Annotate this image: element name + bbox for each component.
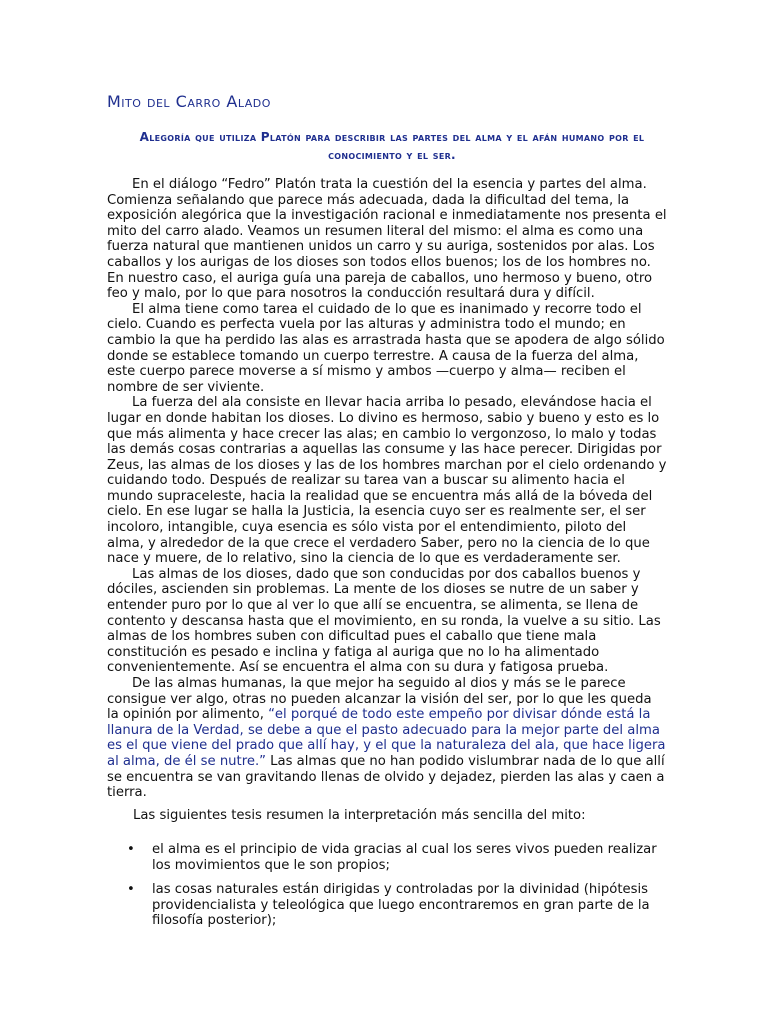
page-title: Mito del Carro Alado (107, 92, 271, 111)
page-subtitle: Alegoría que utiliza Platón para describir las partes del alma y el afán humano por el conocimiento y el ser. (139, 130, 645, 162)
list-item-text: las cosas naturales están dirigidas y controladas por la divinidad (hipótesis providencialista y teleológica que luego encontraremos en gran parte de la filosofía posterior); (152, 882, 650, 929)
bullet-icon: • (127, 882, 135, 898)
list-item-text: el alma es el principio de vida gracias al cual los seres vivos pueden realizar los movimientos que le son propios; (152, 842, 657, 873)
paragraph: El alma tiene como tarea el cuidado de lo que es inanimado y recorre todo el cielo. Cuando es perfecta vuela por las alturas y administra todo el mundo; en cambio la que ha perdido las alas es arrastrada hasta que se apodera de algo sólido donde se establece tomando un cuerpo terrestre. A causa de la fuerza del alma, este cuerpo parece moverse a sí mismo y ambos —cuerpo y alma— reciben el nombre de ser viviente. (107, 301, 665, 395)
paragraph: Las almas de los dioses, dado que son conducidas por dos caballos buenos y dóciles, ascienden sin problemas. La mente de los dioses se nutre de un saber y entender puro por lo que al ver lo que allí se encuentra, se alimenta, se llena de contento y descansa hasta que el movimiento, en su ronda, la vuelve a su sitio. Las almas de los hombres suben con dificultad pues el caballo que tiene mala constitución es pesado e inclina y fatiga al auriga que no lo ha alimentado convenientemente. Así se encuentra el alma con su dura y fatigosa prueba. (107, 566, 661, 676)
thesis-intro: Las siguientes tesis resumen la interpretación más sencilla del mito: (133, 808, 586, 823)
quotation: “el porqué de todo este empeño por divisar dónde está la llanura de la Verdad, se debe a que el pasto adecuado para la mejor parte del alma es el que viene del prado que allí hay, y el que la naturaleza del ala, que hace ligera al alma, de él se nutre.” (107, 707, 666, 769)
body-text (107, 177, 667, 801)
thesis-list (107, 842, 667, 938)
paragraph: La fuerza del ala consiste en llevar hacia arriba lo pesado, elevándose hacia el lugar en donde habitan los dioses. Lo divino es hermoso, sabio y bueno y esto es lo que más alimenta y hace crecer las alas; en cambio lo vergonzoso, lo malo y todas las demás cosas contrarias a aquellas las consume y las hace perecer. Dirigidas por Zeus, las almas de los dioses y las de los hombres marchan por el cielo ordenando y cuidando todo. Después de realizar su tarea van a buscar su alimento hacia el mundo supraceleste, hacia la realidad que se encuentra más allá de la bóveda del cielo. En ese lugar se halla la Justicia, la esencia cuyo ser es realmente ser, el ser incoloro, intangible, cuya esencia es sólo vista por el entendimiento, piloto del alma, y alrededor de la que crece el verdadero Saber, pero no la ciencia de lo que nace y muere, de lo relativo, sino la ciencia de lo que es verdaderamente ser. (107, 395, 667, 567)
list-item (107, 842, 667, 873)
bullet-icon: • (127, 842, 135, 857)
paragraph: En el diálogo “Fedro” Platón trata la cuestión del la esencia y partes del alma. Comienza señalando que parece más adecuada, dada la dificultad del tema, la exposición alegórica que la investigación racional e inmediatamente nos presenta el mito del carro alado. Veamos un resumen literal del mismo: el alma es como una fuerza natural que mantienen unidos un carro y su auriga, sostenidos por alas. Los caballos y los aurigas de los dioses son todos ellos buenos; los de los hombres no. En nuestro caso, el auriga guía una pareja de caballos, uno hermoso y bueno, otro feo y malo, por lo que para nosotros la conducción resultará dura y difícil. (107, 177, 667, 302)
paragraph-with-quote (107, 676, 667, 801)
paragraph-text: Las almas que no han podido vislumbrar nada de lo que allí se encuentra se van gravitando llenas de olvido y dejadez, pierden las alas y caen a tierra. (107, 753, 665, 801)
list-item (107, 882, 667, 929)
paragraph-text: De las almas humanas, la que mejor ha seguido al dios y más se le parece consigue ver algo, otras no pueden alcanzar la visión del ser, por lo que les queda la opinión por alimento, (107, 676, 652, 723)
